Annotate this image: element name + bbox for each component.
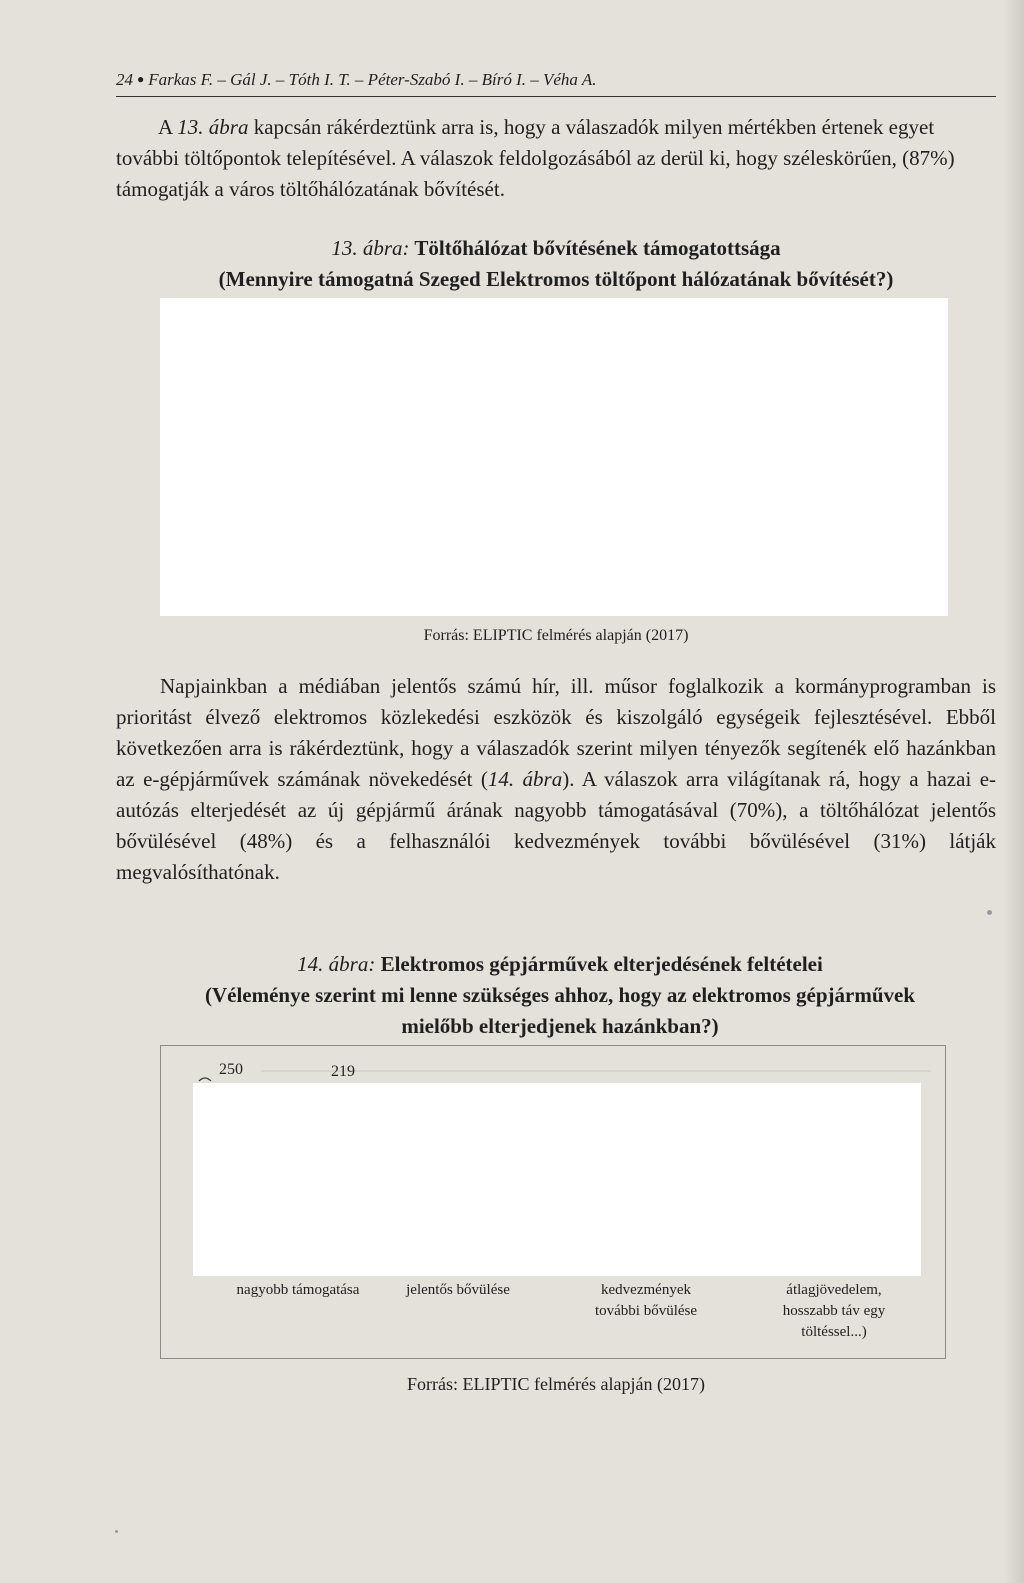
running-header [116, 70, 996, 97]
speck-mark [115, 1530, 118, 1533]
paragraph-1-lead: A [158, 115, 178, 139]
speck-mark [987, 910, 992, 915]
figure-14-caption [180, 949, 940, 1042]
category-label-4: átlagjövedelem, hosszabb táv egy töltéssel...) [782, 1282, 886, 1340]
category-label-1: nagyobb támogatása [236, 1282, 360, 1298]
figure-14-source: Forrás: ELIPTIC felmérés alapján (2017) [407, 1374, 705, 1394]
figure-14-title: Elektromos gépjárművek elterjedésének feltételei [375, 952, 823, 976]
figure-13-subtitle: (Mennyire támogatná Szeged Elektromos töltőpont hálózatának bővítését?) [218, 267, 894, 291]
figure-13-placeholder [160, 298, 948, 616]
paragraph-1 [116, 112, 996, 205]
figure-13-title: Töltőhálózat bővítésének támogatottsága [409, 236, 781, 260]
figure-13-caption [116, 233, 996, 295]
figure-14-number: 14. ábra: [297, 952, 376, 976]
data-label-bar-1: 219 [331, 1063, 355, 1080]
bullet-icon: ● [137, 72, 145, 86]
paragraph-2-part-1: Napjainkban a médiában jelentős számú hír, ill. műsor foglalkozik a kormányprogramban is prioritást élvező elektromos közlekedési eszközök és kiszolgáló egységeik fejlesztésével. Ebből következően arra is rákérdeztünk, hogy a válaszadók szerint milyen tényezők segítenék elő hazánkban az e-gépjárművek számának növekedését ( [116, 674, 996, 791]
figure-14-plot-placeholder [193, 1083, 921, 1276]
paragraph-2-part-2: ). A válaszok arra világítanak rá, hogy a hazai e-autózás elterjedését az új gépjármű árának nagyobb támogatásával (70%), a töltőhálózat jelentős bővülésével (48%) és a felhasználói kedvezmények további bővülésével (31%) látják megvalósíthatónak. [116, 767, 997, 884]
paragraph-2 [116, 671, 996, 888]
header-authors: Farkas F. – Gál J. – Tóth I. T. – Péter-Szabó I. – Bíró I. – Véha A. [148, 70, 597, 89]
figure-13-reference: 13. ábra [177, 115, 249, 139]
figure-14-subtitle: (Véleménye szerint mi lenne szükséges ahhoz, hogy az elektromos gépjárművek mielőbb elterjedjenek hazánkban?) [204, 983, 915, 1038]
page-edge-shadow [1004, 0, 1024, 1583]
category-label-3: kedvezmények további bővülése [594, 1282, 698, 1319]
figure-13-number: 13. ábra: [331, 236, 410, 260]
paragraph-1-text: kapcsán rákérdeztünk arra is, hogy a válaszadók milyen mértékben értenek egyet további töltőpontok telepítésével. A válaszok feldolgozásából az derül ki, hogy széleskörűen, (87%) támogatják a város töltőhálózatának bővítését. [116, 115, 955, 201]
figure-13-source: Forrás: ELIPTIC felmérés alapján (2017) [423, 627, 689, 644]
header-text [116, 70, 596, 90]
category-label-2: jelentős bővülése [406, 1282, 510, 1298]
axis-break-icon [199, 1078, 211, 1081]
y-tick-label-250: 250 [219, 1061, 243, 1078]
figure-14-reference: 14. ábra [487, 767, 563, 791]
page-number: 24 [116, 70, 133, 89]
